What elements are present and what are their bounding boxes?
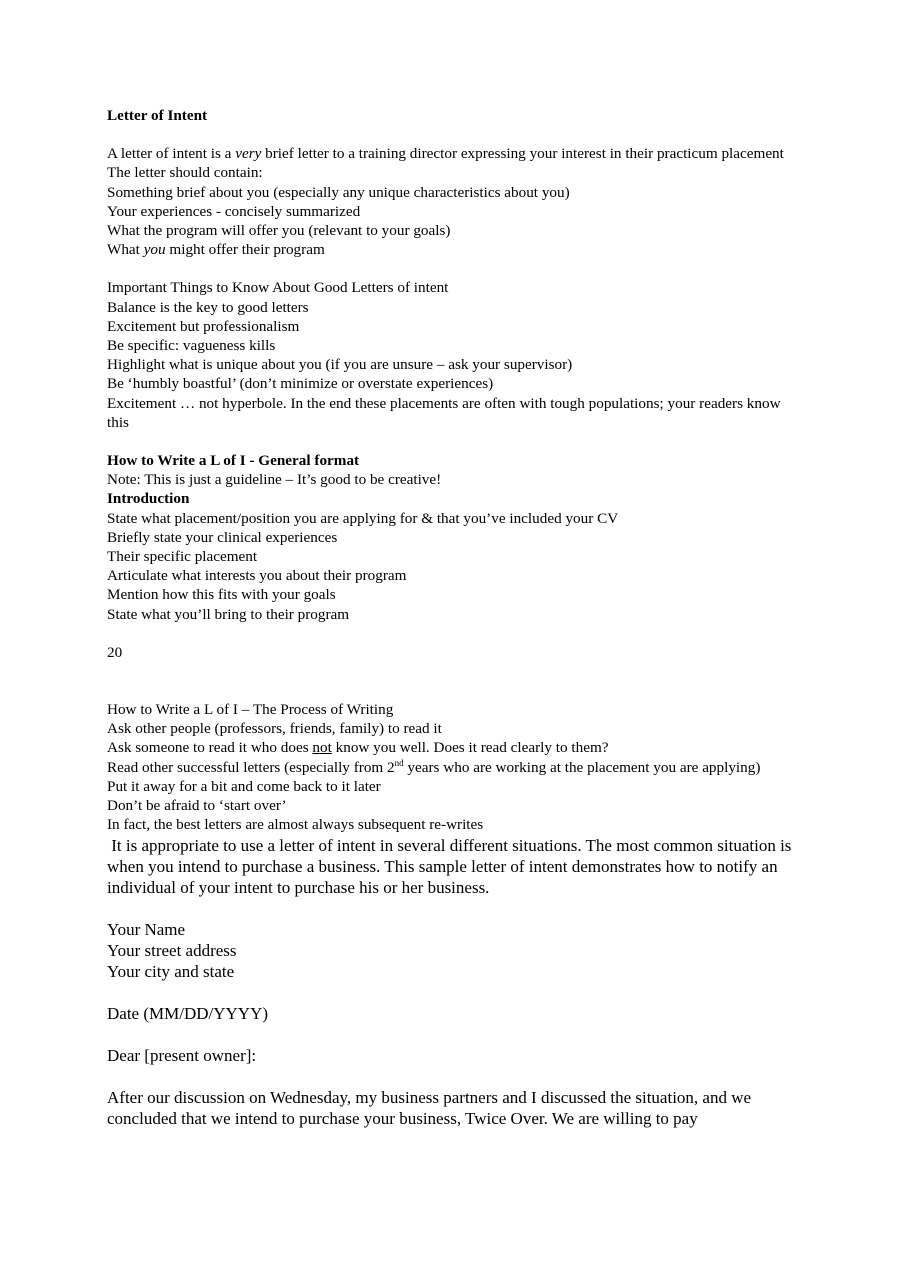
list-item: Articulate what interests you about their program [107,567,407,585]
sample-intro-paragraph: It is appropriate to use a letter of intent in several different situations. The most common situation is when you intend to purchase a business. This sample letter of intent demonstrates how to notify an individual of your intent to purchase his or her business. [107,835,796,897]
list-item: Don’t be afraid to ‘start over’ [107,797,287,815]
letter-date: Date (MM/DD/YYYY) [107,1003,269,1023]
sender-street: Your street address [107,940,237,960]
letter-body: After our discussion on Wednesday, my business partners and I discussed the situation, and we concluded that we intend to purchase your business, Twice Over. We are willing to pay [107,1087,752,1128]
list-item: Ask other people (professors, friends, family) to read it [107,720,442,738]
intro-paragraph: A letter of intent is a very brief letter to a training director expressing your interest in their practicum placement [107,145,784,163]
format-note: Note: This is just a guideline – It’s good to be creative! [107,471,442,489]
list-item: Ask someone to read it who does not know you well. Does it read clearly to them? [107,739,609,757]
emphasis-you: you [143,241,166,259]
list-item: Put it away for a bit and come back to it later [107,777,381,795]
list-item: State what placement/position you are applying for & that you’ve included your CV [107,509,619,527]
format-heading: How to Write a L of I - General format [107,452,360,470]
list-item: Briefly state your clinical experiences [107,528,338,546]
page-number: 20 [107,643,123,661]
list-item: Their specific placement [107,548,258,566]
list-item: Balance is the key to good letters [107,298,309,316]
document-title: Letter of Intent [107,107,208,124]
list-item: Something brief about you (especially any unique characteristics about you) [107,183,570,201]
superscript-nd: nd [394,757,404,768]
document-content [107,106,797,1129]
list-item: What you might offer their program [107,241,325,259]
list-item: Excitement … not hyperbole. In the end these placements are often with tough populations; your readers know this [107,394,781,431]
contain-line: The letter should contain: [107,164,263,182]
underlined-not: not [312,739,332,757]
list-item: Be ‘humbly boastful’ (don’t minimize or overstate experiences) [107,375,494,393]
process-heading: How to Write a L of I – The Process of Writing [107,701,394,719]
sender-city: Your city and state [107,961,235,981]
list-item: Excitement but professionalism [107,317,300,335]
list-item: In fact, the best letters are almost always subsequent re-writes [107,816,484,834]
list-item: Your experiences - concisely summarized [107,202,361,220]
sender-name: Your Name [107,919,186,939]
letter-salutation: Dear [present owner]: [107,1045,257,1065]
list-item: Highlight what is unique about you (if you are unsure – ask your supervisor) [107,356,573,374]
list-item: What the program will offer you (relevant to your goals) [107,222,451,240]
list-item: Be specific: vagueness kills [107,337,276,355]
important-heading: Important Things to Know About Good Letters of intent [107,279,449,297]
list-item: State what you’ll bring to their program [107,605,350,623]
list-item: Mention how this fits with your goals [107,586,336,604]
emphasis-very: very [235,145,262,163]
introduction-heading: Introduction [107,490,190,508]
list-item: Read other successful letters (especially from 2nd years who are working at the placement you are applying) [107,757,761,776]
